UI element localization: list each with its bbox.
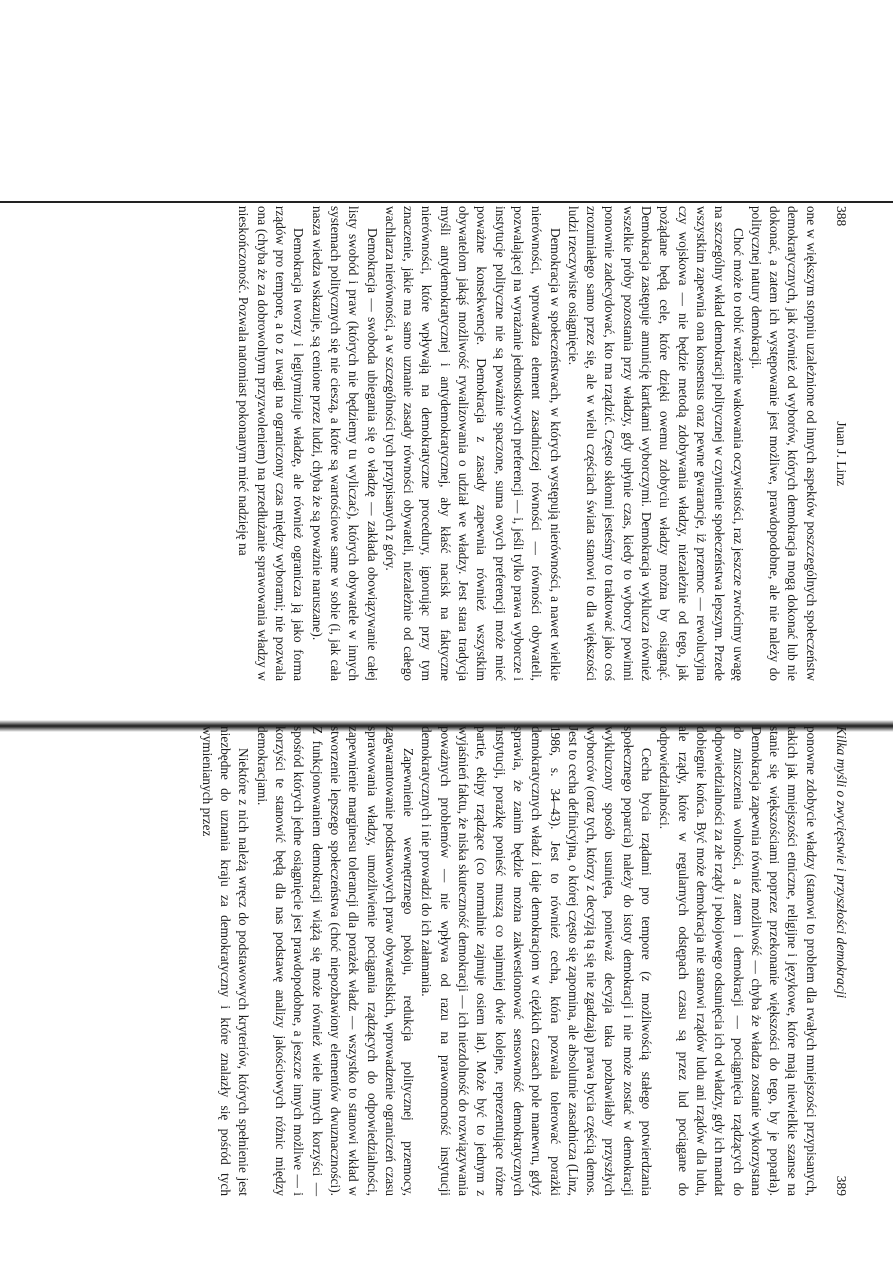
paragraph: Cecha bycia rządami pro tempore (z możliwością stałego potwierdzania społecznego poparcia) należy do istoty demokracji i nie może zostać w demokracji wykluczony sposób usunięta, ponieważ decyzja taka pozbawiłaby przyszłych wyborców (oraz tych, którzy z decyzją tą się nie zgadzają) prawa bycia częścią demos. Jest to cecha definicyjna, o której często się zapomina, ale absolutnie zasadnicza (Linz, 1986, s. 34–43). Jest to również cecha, która pozwala tolerować porażki demokratycznych władz i daje demokracjom w ciężkich czasach pole manewru, gdyż sprawia, że zanim będzie można zakwestionować sensowność demokratycznych instytucji, porażkę ponieść muszą co najmniej dwie kolejne, reprezentujące różne partie, ekipy rządzące (co normalnie zajmuje osiem lat). Może być to jednym z wyjaśnień faktu, że niska skuteczność demokracji — ich niezdolność do rozwiązywania poważnych problemów — nie wpływa od razu na prawomocność instytucji demokratycznych i nie prowadzi do ich załamania. [419, 726, 655, 1196]
left-page-number: 388 [834, 206, 849, 227]
left-page-header [832, 206, 850, 681]
right-running-head: Kilka myśli o zwycięstwie i przyszłości demokracji [834, 726, 849, 999]
paragraph: Zapewnienie wewnętrznego pokoju, redukcja politycznej przemocy, zagwarantowanie podstawowych praw obywatelskich, wprowadzenie ograniczeń czasu sprawowania władzy, umożliwienie pociągania rządzących do odpowiedzialności, zapewnienie marginesu tolerancji dla porażek władz — wszystko to stanowi wkład w stworzenie lepszego społeczeństwa (choć niepozbawiony elementów dwuznaczności). Z funkcjonowaniem demokracji wiążą się może również wiele innych korzyści — spośród których jedne osiągnięcie jest prawdopodobne, a jeszcze innych możliwe — i korzyści te stanowić będą dla nas podstawę analizy jakościowych różnic między demokracjami. [254, 726, 417, 1196]
left-running-head: Juan J. Linz [834, 421, 849, 487]
paragraph: Demokracja — swoboda ubiegania się o władzę — zakłada obowiązywanie całej listy swobód i praw (których nie będziemy tu wyliczać), których obywatele w innych systemach politycznych się nie cieszą, a które są wartościowe same w sobie (i, jak cała nasza wiedza wskazuje, są cenione przez ludzi, chyba że są poważnie naruszane). [309, 206, 380, 681]
right-page [160, 726, 850, 1196]
scan-edge-line [0, 201, 893, 203]
right-page-header [832, 726, 850, 1196]
paragraph: Demokracja w społeczeństwach, w których występują nierówności, a nawet wielkie nierówności, wprowadza element zasadniczej równości — równości obywateli, pozwalającej na wyrażanie jednostkowych preferencji — i, jeśli tylko prawa wyborcze i instytucje polityczne nie są poważnie spaczone, suma owych preferencji może mieć poważne konsekwencje. Demokracja z zasady zapewnia również wszystkim obywatelom jakąś możliwość rywalizowania o udział we władzy. Jest stara tradycja myśli antydemokratycznej i antydemokratycznej, aby kłaść nacisk na faktyczne nierówności, które wpływają na demokratyczne procedury, ignorując przy tym znaczenie, jakie ma samo uznanie zasady równości obywateli, niezależnie od całego wachlarza nierówności, a w szczególności tych przypisanych z góry. [382, 206, 563, 681]
paragraph: one w większym stopniu uzależnione od innych aspektów poszczególnych społeczeństw demokratycznych, jak również od wyborów, których demokracja mogą dokonać lub nie dokonać, a zatem ich występowanie jest możliwe, prawdopodobne, ale nie należy do politycznej natury demokracji. [748, 206, 819, 681]
paragraph: Choć może to robić wrażenie wakowania oczywistości, raz jeszcze zwrócimy uwagę na szczególny wkład demokracji politycznej w czynienie społeczeństwa lepszym. Przede wszystkim zapewnia ona konsensus oraz pewne gwarancje, iż przemoc — rewolucyjna czy wojskowa — nie będzie metodą zdobywania władzy, niezależnie od tego, jak pożądane będą cele, które dzięki owemu zdobyciu władzy można by osiągnąć. Demokracja zastępuje amunicję kartkami wyborczymi. Demokracja wyklucza również wszelkie próby pozostania przy władzy, gdy upłynie czas, kiedy to wyborcy powinni ponownie zadecydować, kto ma rządzić. Często skłonni jesteśmy to traktować jako coś zrozumiałego samo przez się, ale w wielu częściach świata stanowi to dla większości ludzi rzeczywiste osiągnięcie. [565, 206, 746, 681]
left-page [160, 206, 850, 681]
paragraph: Niektóre z nich należą wręcz do podstawowych kryteriów, których spełnienie jest niezbędne do uznania kraju za demokratyczny i które znalazły się pośród tych wymienianych przez [199, 726, 252, 1196]
paragraph: ponowne zdobycie władzy (stanowi to problem dla rwałych mniejszości przypisanych, takich jak mniejszości etniczne, religijne i językowe, które mają niewielkie szanse na stanie się większościami poprzez przekonanie większości do tego, by je poparła). Demokracja zapewnia również możliwość — chyba że władza zostanie wykorzystana do zniszczenia wolności, a zatem i demokracji — pociągnięcia rządzących do odpowiedzialności za złe rządy i pokojowego odsunięcia ich od władzy, gdy ich mandat dobiegnie końca. Być może demokracja nie stanowi rządów ludu ani rządów dla ludu, ale rządy, które w regularnych odstępach czasu są przez lud pociągane do odpowiedzialności. [657, 726, 819, 1196]
paragraph: Demokracja tworzy i legitymizuje władzę, ale również ogranicza ją jako forma rządów pro tempore, a to z uwagi na ograniczony czas między wyborami; nie pozwala ona (chyba że za dobrowolnym przyzwoleniem) na przedłużanie sprawowania władzy w nieskończoność. Pozwala natomiast pokonanym mieć nadzieję na [236, 206, 307, 681]
right-page-number: 389 [834, 1175, 849, 1196]
